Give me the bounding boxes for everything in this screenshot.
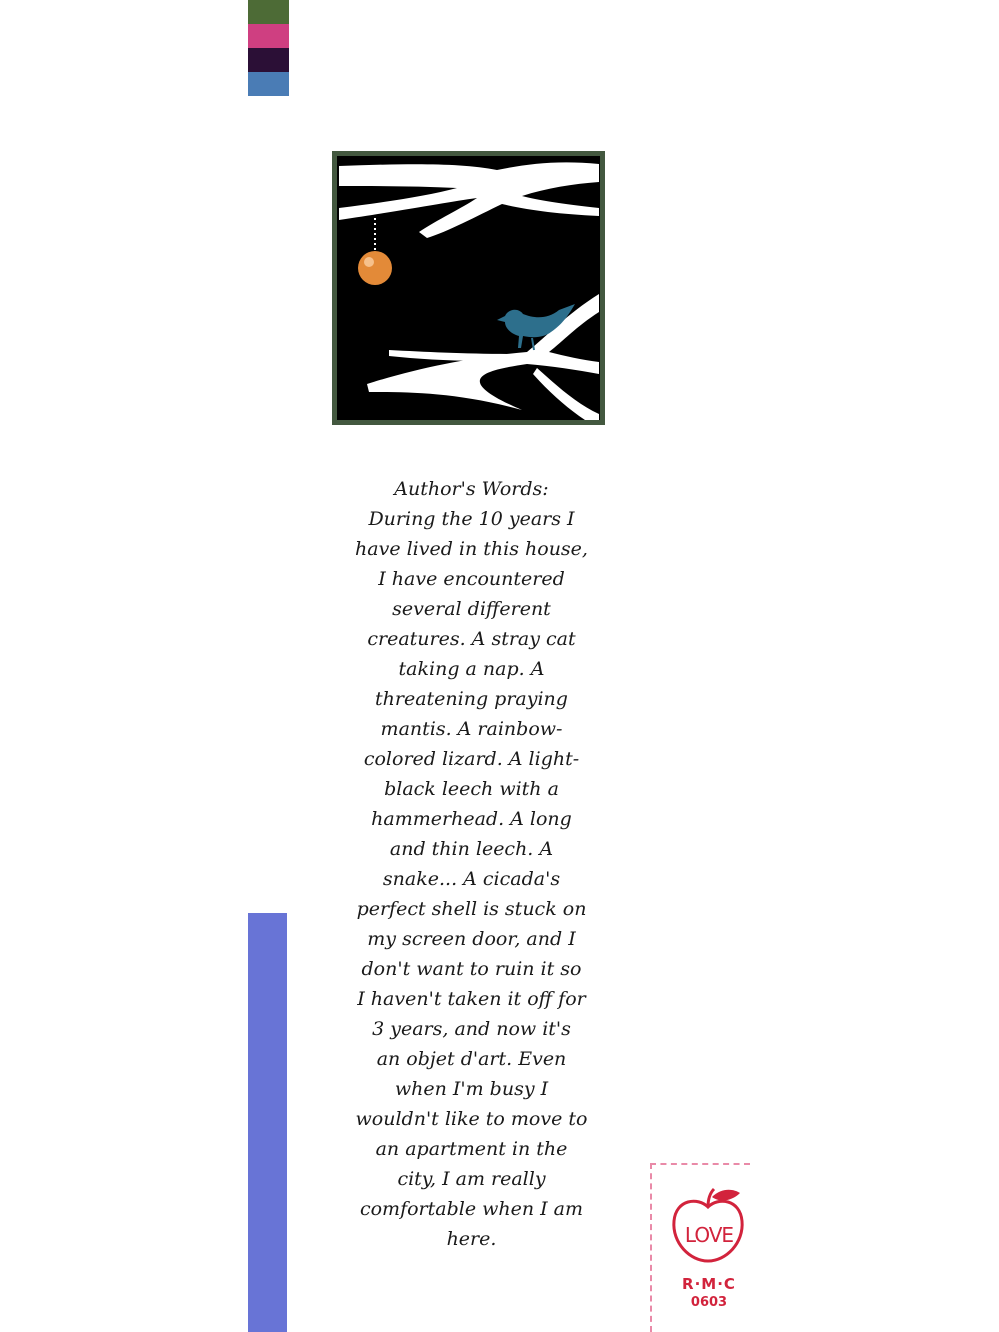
author-words-line: hammerhead. A long xyxy=(371,808,572,830)
author-words-line: 3 years, and now it's xyxy=(372,1018,571,1040)
author-words-line: I have encountered xyxy=(378,568,565,590)
author-words-line: an objet d'art. Even xyxy=(376,1048,567,1070)
badge-publisher: R·M·C xyxy=(682,1275,736,1293)
color-swatch-pink xyxy=(248,24,289,48)
color-swatch-purple xyxy=(248,48,289,72)
author-words xyxy=(330,474,613,1254)
author-words-line: wouldn't like to move to xyxy=(355,1108,588,1130)
author-words-line: several different xyxy=(392,598,551,620)
badge-code: 0603 xyxy=(690,1295,728,1310)
side-color-bar xyxy=(248,913,287,1332)
author-words-line: taking a nap. A xyxy=(398,658,545,680)
author-words-line: perfect shell is stuck on xyxy=(356,898,587,920)
author-words-line: city, I am really xyxy=(397,1168,546,1190)
author-words-line: black leech with a xyxy=(384,778,559,800)
author-words-line: my screen door, and I xyxy=(367,928,576,950)
author-words-line: and thin leech. A xyxy=(389,838,554,860)
author-words-line: an apartment in the xyxy=(375,1138,568,1160)
author-words-line: mantis. A rainbow- xyxy=(380,718,563,740)
illustration xyxy=(337,156,600,420)
author-words-line: have lived in this house, xyxy=(355,538,588,560)
author-words-line: here. xyxy=(446,1228,497,1250)
author-words-line: creatures. A stray cat xyxy=(367,628,576,650)
color-swatch-blue xyxy=(248,72,289,96)
badge-logo-text: LOVE xyxy=(684,1223,734,1247)
color-swatch-green xyxy=(248,0,289,24)
author-words-line: snake... A cicada's xyxy=(382,868,561,890)
author-words-line: comfortable when I am xyxy=(359,1198,584,1220)
author-words-line: I haven't taken it off for xyxy=(357,988,586,1010)
author-words-line: During the 10 years I xyxy=(368,508,575,530)
author-words-line: don't want to ruin it so xyxy=(361,958,582,980)
illustration-frame xyxy=(332,151,605,425)
author-words-line: colored lizard. A light- xyxy=(363,748,580,770)
publisher-badge xyxy=(650,1163,750,1332)
author-words-line: threatening praying xyxy=(375,688,568,710)
author-words-line: when I'm busy I xyxy=(394,1078,549,1100)
author-words-heading: Author's Words: xyxy=(394,478,549,500)
